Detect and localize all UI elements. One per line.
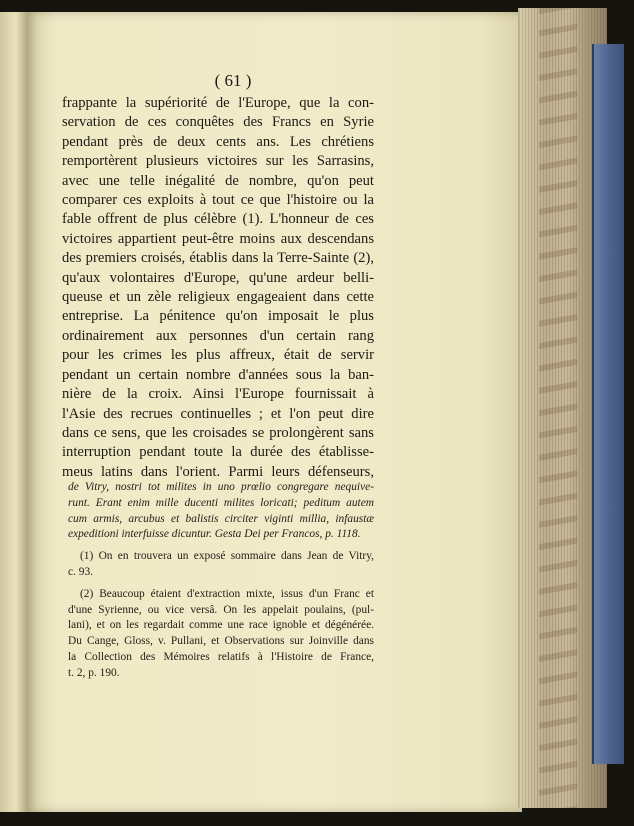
footnote-line: la Collection des Mémoires relatifs à l'Histoire de France,	[68, 650, 374, 663]
body-line: frappante la supériorité de l'Europe, que la con-	[62, 95, 374, 111]
footnote-line: (2) Beaucoup étaient d'extraction mixte, issus d'un Franc et	[80, 587, 374, 600]
body-line: nière de la croix. Ainsi l'Europe fournissait à	[62, 386, 374, 403]
footnote-line: expeditioni interfuisse dicuntur. Gesta Dei per Francos, p. 1118.	[68, 528, 361, 541]
footnote-2	[68, 587, 374, 682]
footnote-line: t. 2, p. 190.	[68, 666, 120, 679]
footnotes	[68, 480, 374, 682]
page-number: ( 61 )	[214, 71, 252, 90]
body-line: pour les crimes les plus affreux, était de servir	[62, 347, 374, 364]
body-line: dans ce sens, que les croisades se prolongèrent sans	[62, 424, 374, 441]
book-cover-board	[592, 44, 624, 764]
footnote-1	[68, 549, 374, 581]
left-page-edge	[0, 12, 27, 812]
body-line: entreprise. La pénitence qu'on imposait le plus	[62, 308, 374, 325]
body-line: pendant un certain nombre d'années sous la ban-	[62, 366, 374, 383]
body-line: ordinairement aux personnes d'un certain rang	[62, 327, 374, 344]
footnote-line: c. 93.	[68, 565, 93, 578]
footnote-continued	[68, 480, 374, 543]
body-line: queuse et un zèle religieux engageaient dans cette	[62, 289, 374, 306]
body-line: remportèrent plusieurs victoires sur les Sarrasins,	[62, 153, 374, 170]
body-line: comparer ces exploits à tout ce que l'histoire ou la	[62, 192, 374, 209]
footnote-line: cum armis, arcubus et balistis circiter viginti millia, infaustæ	[68, 512, 374, 525]
body-line: pendant près de deux cents ans. Les chrétiens	[62, 133, 374, 150]
body-line: meus latins dans l'orient. Parmi leurs défenseurs,	[62, 463, 374, 480]
body-line: servation de ces conquêtes des Francs en Syrie	[62, 114, 374, 131]
body-line: des premiers croisés, établis dans la Terre-Sainte (2),	[62, 250, 374, 267]
footnote-line: runt. Erant enim mille ducenti milites loricati; peditum autem	[68, 496, 374, 509]
body-line: interruption pendant toute la durée des établisse-	[62, 444, 374, 461]
body-line: qu'aux volontaires d'Europe, qu'une ardeur belli-	[62, 269, 374, 286]
footnote-line: d'une Syrienne, ou vice versâ. On les appelait poulains, (pul-	[68, 603, 374, 616]
body-line: l'Asie des recrues continuelles ; et l'on peut dire	[62, 405, 374, 422]
body-line: fable offrent de plus célèbre (1). L'honneur de ces	[62, 211, 374, 228]
footnote-line: lani), et on les regardait comme une race ignoble et dégénérée.	[68, 619, 374, 632]
body-paragraph	[62, 94, 374, 482]
body-line: avec une telle inégalité de nombre, qu'on peut	[62, 172, 374, 189]
footnote-line: Du Cange, Gloss, v. Pullani, et Observations sur Joinville dans	[68, 635, 374, 648]
body-line: victoires appartient peut-être moins aux descendans	[62, 230, 374, 247]
footnote-line: de Vitry, nostri tot milites in uno prœlio congregare nequive-	[68, 481, 374, 493]
footnote-line: (1) On en trouvera un exposé sommaire dans Jean de Vitry,	[80, 550, 374, 563]
main-text-block	[62, 70, 374, 482]
